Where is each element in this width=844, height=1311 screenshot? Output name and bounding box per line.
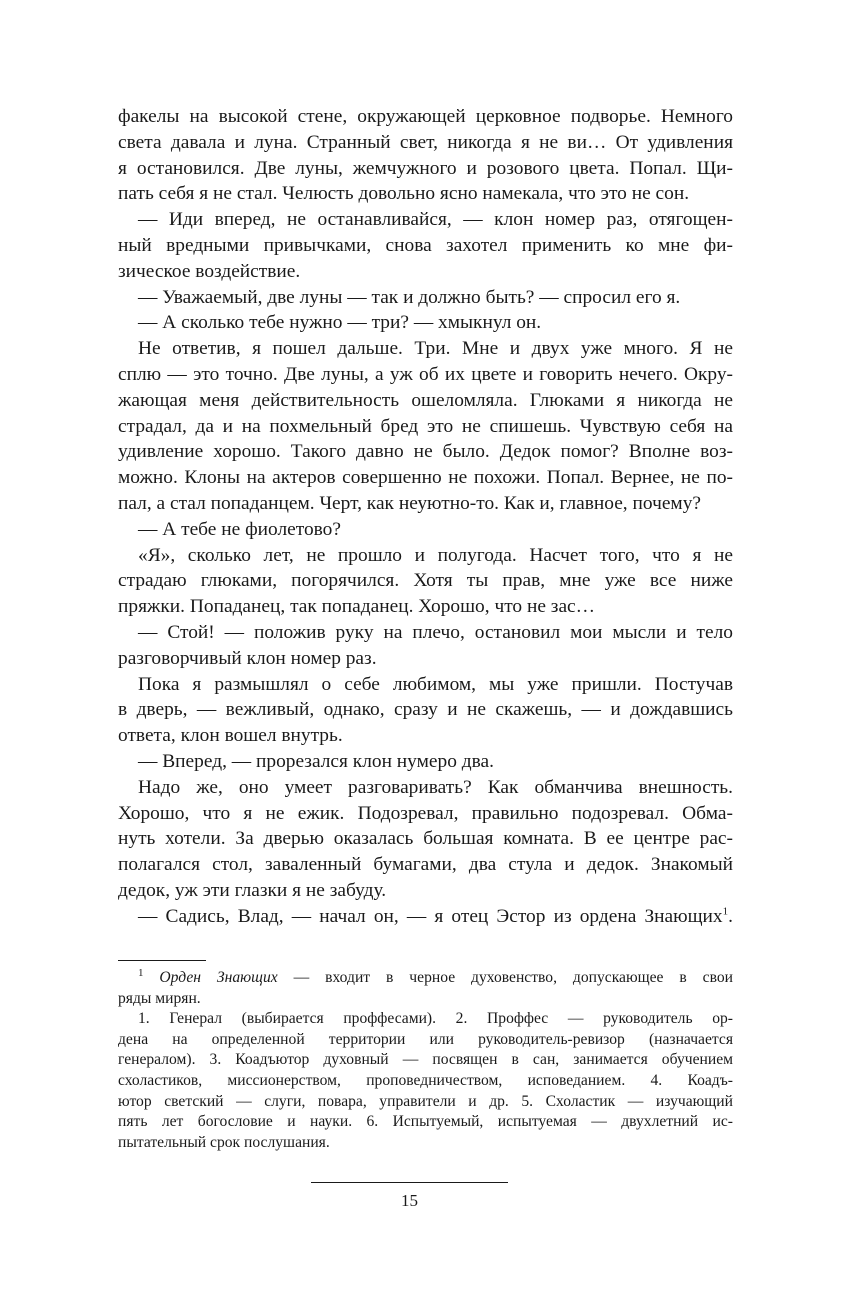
footnote-section	[118, 968, 733, 1153]
text-line	[118, 723, 733, 749]
text-line	[118, 156, 733, 182]
text-line-content: — А тебе не фиолетово?	[138, 518, 341, 540]
text-line	[118, 697, 733, 723]
footnote-line	[118, 1092, 733, 1113]
text-line-content: Хорошо, что я не ежик. Подозревал, правильно подозревал. Обма-	[118, 802, 733, 824]
footnote-line-content: пытательный срок послушания.	[118, 1133, 330, 1151]
text-line	[118, 259, 733, 285]
text-line	[118, 594, 733, 620]
text-line	[118, 285, 733, 311]
text-line	[118, 568, 733, 594]
footnote-line-content: ряды мирян.	[118, 989, 201, 1007]
text-line	[118, 852, 733, 878]
text-line-content: сплю — это точно. Две луны, а уж об их цвете и говорить нечего. Окру-	[118, 363, 733, 385]
text-line	[118, 439, 733, 465]
text-line-content: зическое воздействие.	[118, 260, 301, 282]
text-line-content: Надо же, оно умеет разговаривать? Как обманчива внешность.	[138, 776, 733, 798]
footnote-line-content: — входит в черное духовенство, допускающее в свои	[277, 969, 733, 986]
footnote-reference[interactable]: 1	[722, 905, 729, 918]
text-line-content: — Стой! — положив руку на плечо, остановил мои мысли и тело	[138, 621, 733, 643]
text-line-content: — Уважаемый, две луны — так и должно быть? — спросил его я.	[138, 286, 681, 308]
text-line-content: жающая меня действительность ошеломляла. Глюками я никогда не	[118, 389, 733, 411]
text-line	[118, 310, 733, 336]
text-line	[118, 904, 733, 930]
footnote-line	[118, 989, 733, 1010]
text-line	[118, 646, 733, 672]
footnote-term: Орден Знающих	[159, 969, 278, 986]
text-line	[118, 749, 733, 775]
footnote-separator	[118, 960, 206, 961]
footnote-line-content: генералом). 3. Коадъютор духовный — посвящен в сан, занимается обучением	[118, 1051, 733, 1069]
text-line-trailing: .	[728, 905, 733, 927]
text-line-content: пряжки. Попаданец, так попаданец. Хорошо, что не зас…	[118, 596, 596, 618]
text-line-content: нуть хотели. За дверью оказалась большая комната. В ее центре рас-	[118, 828, 733, 850]
footnote-line	[118, 968, 733, 989]
text-line-content: Пока я размышлял о себе любимом, мы уже пришли. Постучав	[138, 673, 733, 695]
text-line	[118, 388, 733, 414]
text-line-content: дедок, уж эти глазки я не забуду.	[118, 879, 387, 901]
text-line-content: ный вредными привычками, снова захотел применить ко мне фи-	[118, 234, 733, 256]
page-number: 15	[401, 1191, 418, 1210]
text-line-content: я остановился. Две луны, жемчужного и розового цвета. Попал. Щи-	[118, 157, 733, 179]
text-line-content: полагался стол, заваленный бумагами, два стула и дедок. Знакомый	[118, 854, 733, 876]
text-line	[118, 775, 733, 801]
text-line	[118, 801, 733, 827]
text-line	[118, 414, 733, 440]
text-line-content: факелы на высокой стене, окружающей церковное подворье. Немного	[118, 106, 733, 127]
text-line	[118, 620, 733, 646]
text-line-content: — Садись, Влад, — начал он, — я отец Эстор из ордена Знающих	[138, 905, 723, 927]
text-line-content: удивление хорошо. Такого давно не было. Дедок помог? Вполне воз-	[118, 441, 733, 463]
text-line-content: пать себя я не стал. Челюсть довольно ясно намекала, что это не сон.	[118, 183, 690, 205]
footnote-line-content: схоластиков, миссионерством, проповедничеством, исповеданием. 4. Коадъ-	[118, 1071, 733, 1089]
text-line	[118, 543, 733, 569]
text-line-content: можно. Клоны на актеров совершенно не похожи. Попал. Вернее, не по-	[118, 467, 733, 489]
footnote-line-content: ютор светский — слуги, повара, управители и др. 5. Схоластик — изучающий	[118, 1092, 733, 1110]
text-line	[118, 878, 733, 904]
footnote-mark: 1	[138, 966, 144, 979]
footnote-line-content: пять лет богословие и науки. 6. Испытуемый, испытуемая — двухлетний ис-	[118, 1113, 733, 1131]
footnote-line	[118, 1133, 733, 1154]
footnote-line	[118, 1009, 733, 1030]
footnote-line-content: дена на определенной территории или руководитель-ревизор (назначается	[118, 1030, 733, 1048]
text-line-content: пал, а стал попаданцем. Черт, как неуютно-то. Как и, главное, почему?	[118, 492, 701, 514]
text-line-content: страдаю глюками, погорячился. Хотя ты прав, мне уже все ниже	[118, 570, 733, 592]
text-line	[118, 362, 733, 388]
text-line	[118, 104, 733, 130]
footnote-line	[118, 1030, 733, 1051]
text-line-content: «Я», сколько лет, не прошло и полугода. Насчет того, что я не	[138, 544, 733, 566]
text-line-content: света давала и луна. Странный свет, никогда я не ви… От удивления	[118, 131, 733, 153]
text-line	[118, 207, 733, 233]
text-line	[118, 233, 733, 259]
footnote-line	[118, 1112, 733, 1133]
text-line-content: разговорчивый клон номер раз.	[118, 647, 377, 669]
text-line	[118, 672, 733, 698]
text-line	[118, 130, 733, 156]
footnote-text	[118, 968, 733, 1153]
footnote-line	[118, 1050, 733, 1071]
text-line-content: — Иди вперед, не останавливайся, — клон номер раз, отягощен-	[138, 209, 733, 231]
text-line-content: ответа, клон вошел внутрь.	[118, 725, 343, 747]
text-line-content: в дверь, — вежливый, однако, сразу и не скажешь, — и дождавшись	[118, 699, 733, 721]
footnote-line	[118, 1071, 733, 1092]
text-line	[118, 465, 733, 491]
text-line	[118, 517, 733, 543]
text-line-content: — А сколько тебе нужно — три? — хмыкнул он.	[138, 312, 542, 334]
text-line-content: — Вперед, — прорезался клон нумеро два.	[138, 750, 494, 772]
text-line	[118, 336, 733, 362]
text-line-content: Не ответив, я пошел дальше. Три. Мне и двух уже много. Я не	[138, 338, 733, 360]
text-line	[118, 181, 733, 207]
body-text	[118, 104, 733, 930]
footnote-line-content: 1. Генерал (выбирается проффесами). 2. Проффес — руководитель ор-	[138, 1010, 733, 1028]
text-line-content: страдал, да и на похмельный бред это не спишешь. Чувствую себя на	[118, 415, 733, 437]
text-line	[118, 826, 733, 852]
text-line	[118, 491, 733, 517]
body-paragraphs	[118, 104, 733, 930]
footer-rule	[311, 1182, 508, 1183]
